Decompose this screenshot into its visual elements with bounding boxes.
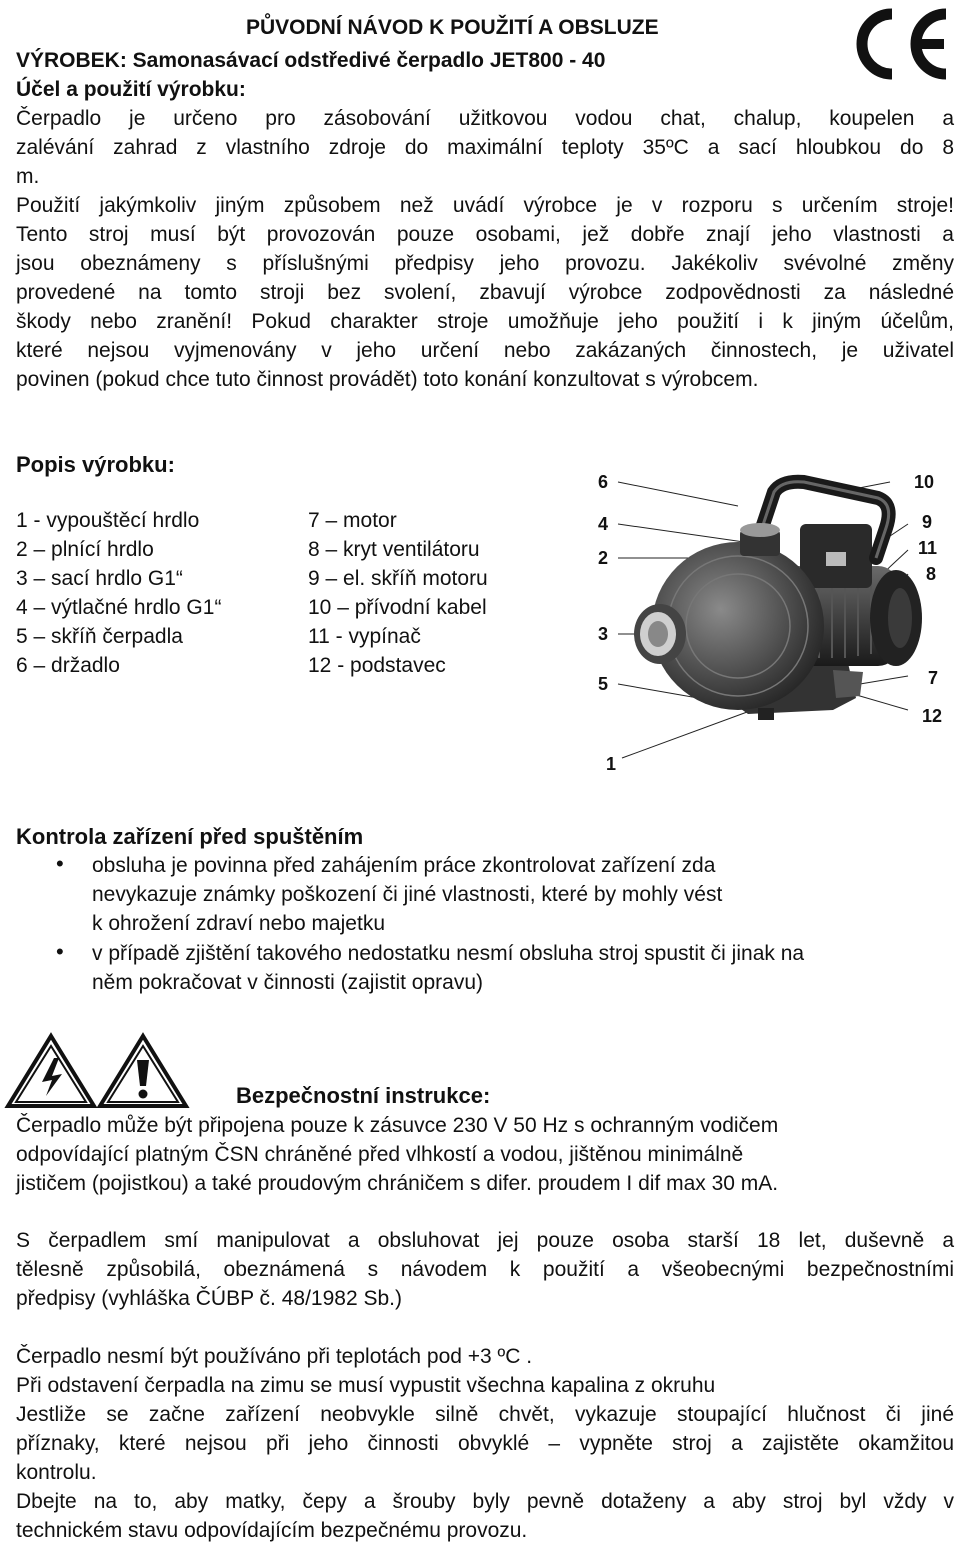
safety-line: Dbejte na to, aby matky, čepy a šrouby byly pevně dotaženy a aby stroj byl vždy v — [16, 1490, 954, 1513]
intro-line: škody nebo zranění! Pokud charakter stroje umožňuje jeho použití i k jiným účelům, — [16, 310, 954, 333]
diagram-label: 12 — [922, 706, 943, 726]
diagram-label: 10 — [914, 472, 935, 492]
part-item: 2 – plnící hrdlo — [16, 538, 154, 561]
general-warning-icon — [96, 1032, 190, 1110]
list-item: v případě zjištění takového nedostatku nesmí obsluha stroj spustit či jinak na — [92, 942, 805, 965]
purpose-heading: Účel a použití výrobku: — [16, 78, 246, 101]
part-item: 6 – držadlo — [16, 654, 120, 677]
safety-line: tělesně způsobilá, obeznámená s návodem k použití a všeobecnými bezpečnostními — [16, 1258, 954, 1281]
safety-line: Při odstavení čerpadla na zimu se musí vypustit všechna kapalina z okruhu — [16, 1374, 716, 1397]
safety-line: předpisy (vyhláška ČÚBP č. 48/1982 Sb.) — [16, 1287, 402, 1310]
intro-line: m. — [16, 165, 40, 188]
pump-diagram — [578, 458, 960, 778]
diagram-label: 2 — [598, 548, 609, 568]
intro-line: provedené na tomto stroji bez svolení, zbavují výrobce zodpovědnosti za následné — [16, 281, 954, 304]
bullet-icon: • — [56, 851, 64, 876]
diagram-label: 1 — [606, 754, 617, 774]
safety-line: Čerpadlo nesmí být používáno při teplotách pod +3 ºC . — [16, 1345, 533, 1368]
intro-line: jsou obeznámeny s příslušnými předpisy jeho provozu. Jakékoliv svévolné změny — [16, 252, 954, 275]
diagram-label: 3 — [598, 624, 609, 644]
safety-line: Čerpadlo může být připojena pouze k zásuvce 230 V 50 Hz s ochranným vodičem — [16, 1114, 779, 1137]
list-item: nevykazuje známky poškození či jiné vlastnosti, které by mohly vést — [92, 883, 723, 906]
diagram-label: 6 — [598, 472, 609, 492]
safety-line: technickém stavu odpovídajícím bezpečnému provozu. — [16, 1519, 528, 1542]
part-item: 10 – přívodní kabel — [308, 596, 487, 619]
safety-line: odpovídající platným ČSN chráněné před vlhkostí a vodou, jištěnou minimálně — [16, 1143, 744, 1166]
ce-mark-icon — [848, 4, 952, 84]
part-item: 5 – skříň čerpadla — [16, 625, 183, 648]
part-item: 3 – sací hrdlo G1“ — [16, 567, 183, 590]
document-title: PŮVODNÍ NÁVOD K POUŽITÍ A OBSLUZE — [246, 16, 659, 39]
bullet-icon: • — [56, 939, 64, 964]
list-item: k ohrožení zdraví nebo majetku — [92, 912, 385, 935]
part-item: 1 - vypouštěcí hrdlo — [16, 509, 200, 532]
intro-line: Použití jakýmkoliv jiným způsobem než uvádí výrobce je v rozporu s určením stroje! — [16, 194, 954, 217]
diagram-label: 9 — [922, 512, 933, 532]
safety-line: příznaky, které nejsou při jeho činnosti obvyklé – vypněte stroj a zajistěte okamžitou — [16, 1432, 954, 1455]
check-heading: Kontrola zařízení před spuštěním — [16, 824, 364, 849]
diagram-label: 7 — [928, 668, 939, 688]
list-item: obsluha je povinna před zahájením práce zkontrolovat zařízení zda — [92, 854, 716, 877]
safety-line: Jestliže se začne zařízení neobvykle silně chvět, vykazuje stoupající hlučnost či jiné — [16, 1403, 954, 1426]
diagram-label: 11 — [918, 538, 938, 558]
safety-heading: Bezpečnostní instrukce: — [236, 1083, 491, 1108]
intro-line: Tento stroj musí být provozován pouze osobami, jež dobře znají jeho vlastnosti a — [16, 223, 954, 246]
diagram-label: 4 — [598, 514, 609, 534]
electric-hazard-icon — [4, 1032, 98, 1110]
product-name: VÝROBEK: Samonasávací odstředivé čerpadlo JET800 - 40 — [16, 49, 606, 72]
safety-line: jističem (pojistkou) a také proudovým chráničem s difer. proudem I dif max 30 mA. — [16, 1172, 779, 1195]
diagram-label: 8 — [926, 564, 937, 584]
diagram-label: 5 — [598, 674, 609, 694]
safety-line: kontrolu. — [16, 1461, 97, 1484]
part-item: 11 - vypínač — [308, 625, 421, 648]
intro-line: Čerpadlo je určeno pro zásobování užitkovou vodou chat, chalup, koupelen a — [16, 107, 954, 130]
list-item: něm pokračovat v činnosti (zajistit opravu) — [92, 971, 483, 994]
description-heading: Popis výrobku: — [16, 452, 175, 477]
part-item: 4 – výtlačné hrdlo G1“ — [16, 596, 222, 619]
part-item: 12 - podstavec — [308, 654, 446, 677]
part-item: 9 – el. skříň motoru — [308, 567, 488, 590]
safety-line: S čerpadlem smí manipulovat a obsluhovat jej pouze osoba starší 18 let, duševně a — [16, 1229, 954, 1252]
intro-line: které nejsou vyjmenovány v jeho určení nebo zakázaných činnostech, je uživatel — [16, 339, 954, 362]
part-item: 7 – motor — [308, 509, 397, 532]
part-item: 8 – kryt ventilátoru — [308, 538, 480, 561]
intro-line: povinen (pokud chce tuto činnost provádět) toto konání konzultovat s výrobcem. — [16, 368, 759, 391]
intro-line: zalévání zahrad z vlastního zdroje do maximální teploty 35ºC a sací hloubkou do 8 — [16, 136, 954, 159]
